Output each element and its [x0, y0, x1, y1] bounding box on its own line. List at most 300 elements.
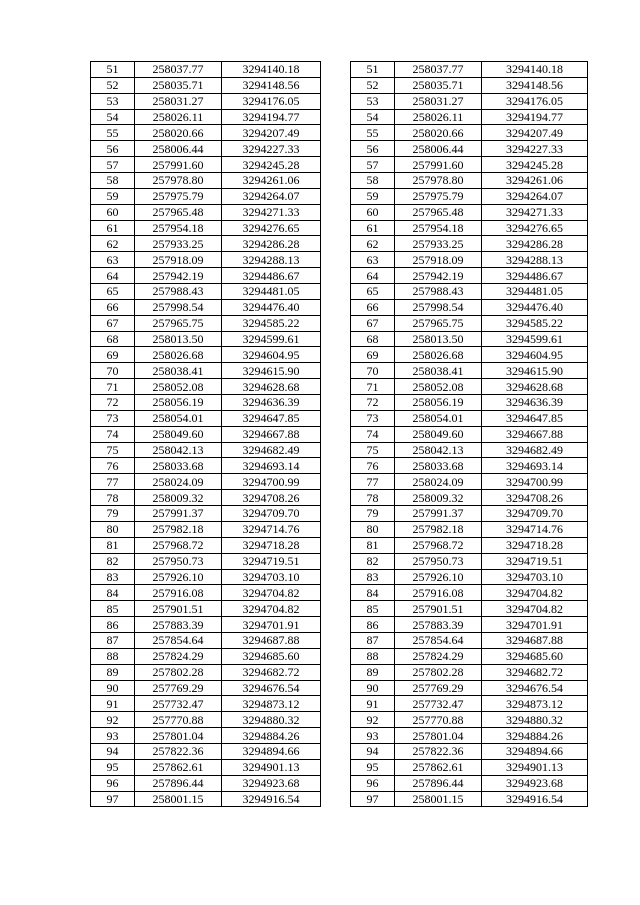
x-coordinate-cell: 257998.54 — [395, 299, 482, 315]
y-coordinate-cell: 3294245.28 — [482, 157, 588, 173]
x-coordinate-cell: 258038.41 — [135, 363, 222, 379]
table-row — [351, 521, 588, 537]
table-row — [91, 601, 321, 617]
table-row — [351, 220, 588, 236]
table-row — [91, 664, 321, 680]
point-number-cell: 54 — [351, 109, 395, 125]
point-number-cell: 72 — [351, 395, 395, 411]
point-number-cell: 60 — [91, 204, 135, 220]
x-coordinate-cell: 257991.60 — [135, 157, 222, 173]
y-coordinate-cell: 3294685.60 — [482, 648, 588, 664]
x-coordinate-cell: 257732.47 — [135, 696, 222, 712]
x-coordinate-cell: 258001.15 — [135, 791, 222, 807]
point-number-cell: 82 — [91, 553, 135, 569]
y-coordinate-cell: 3294276.65 — [482, 220, 588, 236]
table-row — [91, 93, 321, 109]
x-coordinate-cell: 257968.72 — [395, 537, 482, 553]
x-coordinate-cell: 258037.77 — [395, 62, 482, 78]
table-row — [351, 458, 588, 474]
x-coordinate-cell: 257896.44 — [395, 775, 482, 791]
y-coordinate-cell: 3294687.88 — [482, 632, 588, 648]
y-coordinate-cell: 3294207.49 — [222, 125, 321, 141]
table-row — [351, 696, 588, 712]
table-row — [91, 775, 321, 791]
y-coordinate-cell: 3294701.91 — [222, 617, 321, 633]
point-number-cell: 81 — [91, 537, 135, 553]
y-coordinate-cell: 3294486.67 — [482, 268, 588, 284]
y-coordinate-cell: 3294682.72 — [482, 664, 588, 680]
y-coordinate-cell: 3294628.68 — [222, 379, 321, 395]
x-coordinate-cell: 258013.50 — [135, 331, 222, 347]
x-coordinate-cell: 257965.75 — [135, 315, 222, 331]
point-number-cell: 60 — [351, 204, 395, 220]
table-row — [351, 442, 588, 458]
table-row — [91, 284, 321, 300]
x-coordinate-cell: 257991.37 — [135, 506, 222, 522]
x-coordinate-cell: 257942.19 — [135, 268, 222, 284]
table-row — [91, 696, 321, 712]
point-number-cell: 96 — [351, 775, 395, 791]
table-row — [351, 410, 588, 426]
y-coordinate-cell: 3294682.49 — [482, 442, 588, 458]
table-row — [91, 125, 321, 141]
table-row — [351, 712, 588, 728]
table-row — [351, 204, 588, 220]
point-number-cell: 75 — [91, 442, 135, 458]
y-coordinate-cell: 3294245.28 — [222, 157, 321, 173]
table-row — [351, 601, 588, 617]
y-coordinate-cell: 3294894.66 — [222, 743, 321, 759]
point-number-cell: 54 — [91, 109, 135, 125]
table-row — [351, 775, 588, 791]
x-coordinate-cell: 257991.60 — [395, 157, 482, 173]
y-coordinate-cell: 3294894.66 — [482, 743, 588, 759]
table-row — [91, 363, 321, 379]
y-coordinate-cell: 3294271.33 — [482, 204, 588, 220]
point-number-cell: 75 — [351, 442, 395, 458]
table-row — [351, 585, 588, 601]
y-coordinate-cell: 3294667.88 — [482, 426, 588, 442]
y-coordinate-cell: 3294148.56 — [482, 77, 588, 93]
x-coordinate-cell: 257801.04 — [395, 728, 482, 744]
table-row — [351, 474, 588, 490]
point-number-cell: 61 — [91, 220, 135, 236]
table-row — [91, 759, 321, 775]
x-coordinate-cell: 257988.43 — [395, 284, 482, 300]
point-number-cell: 86 — [91, 617, 135, 633]
table-row — [91, 395, 321, 411]
x-coordinate-cell: 258006.44 — [395, 141, 482, 157]
y-coordinate-cell: 3294286.28 — [482, 236, 588, 252]
table-row — [351, 315, 588, 331]
y-coordinate-cell: 3294714.76 — [482, 521, 588, 537]
x-coordinate-cell: 257991.37 — [395, 506, 482, 522]
y-coordinate-cell: 3294585.22 — [482, 315, 588, 331]
point-number-cell: 93 — [351, 728, 395, 744]
x-coordinate-cell: 257918.09 — [135, 252, 222, 268]
point-number-cell: 97 — [91, 791, 135, 807]
y-coordinate-cell: 3294194.77 — [222, 109, 321, 125]
y-coordinate-cell: 3294486.67 — [222, 268, 321, 284]
table-row — [91, 109, 321, 125]
point-number-cell: 63 — [91, 252, 135, 268]
x-coordinate-cell: 258042.13 — [395, 442, 482, 458]
y-coordinate-cell: 3294884.26 — [222, 728, 321, 744]
point-number-cell: 56 — [91, 141, 135, 157]
point-number-cell: 95 — [351, 759, 395, 775]
y-coordinate-cell: 3294481.05 — [482, 284, 588, 300]
point-number-cell: 79 — [351, 506, 395, 522]
point-number-cell: 55 — [351, 125, 395, 141]
point-number-cell: 77 — [91, 474, 135, 490]
y-coordinate-cell: 3294647.85 — [482, 410, 588, 426]
point-number-cell: 88 — [91, 648, 135, 664]
point-number-cell: 69 — [91, 347, 135, 363]
x-coordinate-cell: 257988.43 — [135, 284, 222, 300]
x-coordinate-cell: 258038.41 — [395, 363, 482, 379]
x-coordinate-cell: 257982.18 — [135, 521, 222, 537]
x-coordinate-cell: 257854.64 — [135, 632, 222, 648]
x-coordinate-cell: 258031.27 — [395, 93, 482, 109]
table-row — [351, 617, 588, 633]
point-number-cell: 86 — [351, 617, 395, 633]
x-coordinate-cell: 258052.08 — [135, 379, 222, 395]
point-number-cell: 57 — [351, 157, 395, 173]
y-coordinate-cell: 3294264.07 — [482, 188, 588, 204]
y-coordinate-cell: 3294667.88 — [222, 426, 321, 442]
x-coordinate-cell: 258009.32 — [395, 490, 482, 506]
table-row — [351, 728, 588, 744]
y-coordinate-cell: 3294693.14 — [482, 458, 588, 474]
x-coordinate-cell: 258054.01 — [395, 410, 482, 426]
point-number-cell: 90 — [351, 680, 395, 696]
y-coordinate-cell: 3294261.06 — [222, 173, 321, 189]
table-row — [351, 680, 588, 696]
x-coordinate-cell: 257822.36 — [395, 743, 482, 759]
y-coordinate-cell: 3294709.70 — [222, 506, 321, 522]
x-coordinate-cell: 258056.19 — [395, 395, 482, 411]
table-row — [91, 791, 321, 807]
x-coordinate-cell: 258013.50 — [395, 331, 482, 347]
x-coordinate-cell: 258031.27 — [135, 93, 222, 109]
coordinate-table-body — [91, 62, 321, 807]
x-coordinate-cell: 258026.68 — [395, 347, 482, 363]
y-coordinate-cell: 3294880.32 — [222, 712, 321, 728]
point-number-cell: 83 — [351, 569, 395, 585]
y-coordinate-cell: 3294700.99 — [482, 474, 588, 490]
x-coordinate-cell: 257802.28 — [135, 664, 222, 680]
table-row — [91, 426, 321, 442]
point-number-cell: 90 — [91, 680, 135, 696]
y-coordinate-cell: 3294288.13 — [222, 252, 321, 268]
y-coordinate-cell: 3294647.85 — [222, 410, 321, 426]
y-coordinate-cell: 3294676.54 — [482, 680, 588, 696]
y-coordinate-cell: 3294884.26 — [482, 728, 588, 744]
table-row — [351, 426, 588, 442]
y-coordinate-cell: 3294880.32 — [482, 712, 588, 728]
coordinate-table-left — [90, 61, 321, 807]
point-number-cell: 94 — [351, 743, 395, 759]
y-coordinate-cell: 3294481.05 — [222, 284, 321, 300]
y-coordinate-cell: 3294628.68 — [482, 379, 588, 395]
y-coordinate-cell: 3294687.88 — [222, 632, 321, 648]
x-coordinate-cell: 257769.29 — [395, 680, 482, 696]
y-coordinate-cell: 3294916.54 — [222, 791, 321, 807]
y-coordinate-cell: 3294261.06 — [482, 173, 588, 189]
x-coordinate-cell: 257965.75 — [395, 315, 482, 331]
y-coordinate-cell: 3294636.39 — [482, 395, 588, 411]
x-coordinate-cell: 257950.73 — [135, 553, 222, 569]
x-coordinate-cell: 257954.18 — [395, 220, 482, 236]
point-number-cell: 89 — [351, 664, 395, 680]
point-number-cell: 65 — [351, 284, 395, 300]
point-number-cell: 84 — [351, 585, 395, 601]
point-number-cell: 95 — [91, 759, 135, 775]
point-number-cell: 81 — [351, 537, 395, 553]
table-row — [351, 379, 588, 395]
x-coordinate-cell: 257916.08 — [395, 585, 482, 601]
x-coordinate-cell: 257982.18 — [395, 521, 482, 537]
table-row — [91, 506, 321, 522]
table-row — [91, 474, 321, 490]
x-coordinate-cell: 257926.10 — [135, 569, 222, 585]
x-coordinate-cell: 257824.29 — [395, 648, 482, 664]
table-row — [351, 77, 588, 93]
y-coordinate-cell: 3294704.82 — [222, 601, 321, 617]
y-coordinate-cell: 3294704.82 — [482, 585, 588, 601]
table-row — [91, 585, 321, 601]
point-number-cell: 68 — [91, 331, 135, 347]
y-coordinate-cell: 3294901.13 — [482, 759, 588, 775]
point-number-cell: 63 — [351, 252, 395, 268]
table-row — [351, 236, 588, 252]
x-coordinate-cell: 257950.73 — [395, 553, 482, 569]
y-coordinate-cell: 3294703.10 — [222, 569, 321, 585]
y-coordinate-cell: 3294264.07 — [222, 188, 321, 204]
x-coordinate-cell: 257901.51 — [135, 601, 222, 617]
x-coordinate-cell: 258042.13 — [135, 442, 222, 458]
y-coordinate-cell: 3294604.95 — [482, 347, 588, 363]
x-coordinate-cell: 258033.68 — [135, 458, 222, 474]
point-number-cell: 92 — [351, 712, 395, 728]
table-row — [91, 712, 321, 728]
x-coordinate-cell: 257916.08 — [135, 585, 222, 601]
table-row — [91, 537, 321, 553]
x-coordinate-cell: 258035.71 — [395, 77, 482, 93]
table-row — [351, 648, 588, 664]
y-coordinate-cell: 3294719.51 — [482, 553, 588, 569]
x-coordinate-cell: 257854.64 — [395, 632, 482, 648]
table-row — [351, 141, 588, 157]
table-row — [91, 617, 321, 633]
coordinate-table-right — [350, 61, 588, 807]
point-number-cell: 58 — [351, 173, 395, 189]
table-row — [351, 157, 588, 173]
y-coordinate-cell: 3294148.56 — [222, 77, 321, 93]
table-row — [351, 62, 588, 78]
y-coordinate-cell: 3294288.13 — [482, 252, 588, 268]
point-number-cell: 59 — [91, 188, 135, 204]
table-row — [351, 268, 588, 284]
y-coordinate-cell: 3294704.82 — [482, 601, 588, 617]
table-row — [91, 410, 321, 426]
point-number-cell: 80 — [91, 521, 135, 537]
table-row — [351, 506, 588, 522]
y-coordinate-cell: 3294227.33 — [482, 141, 588, 157]
point-number-cell: 74 — [351, 426, 395, 442]
point-number-cell: 85 — [91, 601, 135, 617]
x-coordinate-cell: 257933.25 — [395, 236, 482, 252]
x-coordinate-cell: 257824.29 — [135, 648, 222, 664]
point-number-cell: 71 — [91, 379, 135, 395]
y-coordinate-cell: 3294176.05 — [222, 93, 321, 109]
x-coordinate-cell: 258049.60 — [395, 426, 482, 442]
table-row — [91, 379, 321, 395]
y-coordinate-cell: 3294286.28 — [222, 236, 321, 252]
x-coordinate-cell: 257942.19 — [395, 268, 482, 284]
table-row — [91, 553, 321, 569]
y-coordinate-cell: 3294636.39 — [222, 395, 321, 411]
y-coordinate-cell: 3294704.82 — [222, 585, 321, 601]
table-row — [351, 331, 588, 347]
y-coordinate-cell: 3294615.90 — [482, 363, 588, 379]
x-coordinate-cell: 257954.18 — [135, 220, 222, 236]
table-row — [91, 299, 321, 315]
table-row — [351, 299, 588, 315]
point-number-cell: 82 — [351, 553, 395, 569]
y-coordinate-cell: 3294718.28 — [482, 537, 588, 553]
table-row — [91, 458, 321, 474]
point-number-cell: 76 — [351, 458, 395, 474]
table-row — [91, 157, 321, 173]
x-coordinate-cell: 257901.51 — [395, 601, 482, 617]
x-coordinate-cell: 257862.61 — [135, 759, 222, 775]
table-row — [351, 759, 588, 775]
y-coordinate-cell: 3294194.77 — [482, 109, 588, 125]
y-coordinate-cell: 3294676.54 — [222, 680, 321, 696]
x-coordinate-cell: 257883.39 — [135, 617, 222, 633]
table-row — [351, 569, 588, 585]
x-coordinate-cell: 257896.44 — [135, 775, 222, 791]
point-number-cell: 73 — [351, 410, 395, 426]
table-row — [91, 648, 321, 664]
point-number-cell: 69 — [351, 347, 395, 363]
point-number-cell: 59 — [351, 188, 395, 204]
point-number-cell: 78 — [351, 490, 395, 506]
table-row — [351, 252, 588, 268]
point-number-cell: 67 — [91, 315, 135, 331]
point-number-cell: 87 — [91, 632, 135, 648]
table-row — [91, 252, 321, 268]
coordinate-table-body — [351, 62, 588, 807]
point-number-cell: 88 — [351, 648, 395, 664]
point-number-cell: 92 — [91, 712, 135, 728]
point-number-cell: 91 — [351, 696, 395, 712]
x-coordinate-cell: 257918.09 — [395, 252, 482, 268]
y-coordinate-cell: 3294719.51 — [222, 553, 321, 569]
y-coordinate-cell: 3294227.33 — [222, 141, 321, 157]
point-number-cell: 87 — [351, 632, 395, 648]
y-coordinate-cell: 3294703.10 — [482, 569, 588, 585]
table-row — [351, 363, 588, 379]
table-row — [91, 62, 321, 78]
y-coordinate-cell: 3294271.33 — [222, 204, 321, 220]
point-number-cell: 52 — [91, 77, 135, 93]
point-number-cell: 83 — [91, 569, 135, 585]
table-row — [91, 442, 321, 458]
y-coordinate-cell: 3294276.65 — [222, 220, 321, 236]
x-coordinate-cell: 257926.10 — [395, 569, 482, 585]
point-number-cell: 72 — [91, 395, 135, 411]
table-row — [351, 490, 588, 506]
y-coordinate-cell: 3294604.95 — [222, 347, 321, 363]
x-coordinate-cell: 258020.66 — [395, 125, 482, 141]
y-coordinate-cell: 3294615.90 — [222, 363, 321, 379]
x-coordinate-cell: 257978.80 — [135, 173, 222, 189]
y-coordinate-cell: 3294916.54 — [482, 791, 588, 807]
y-coordinate-cell: 3294140.18 — [222, 62, 321, 78]
y-coordinate-cell: 3294207.49 — [482, 125, 588, 141]
table-row — [91, 173, 321, 189]
table-row — [351, 173, 588, 189]
point-number-cell: 84 — [91, 585, 135, 601]
table-row — [91, 204, 321, 220]
point-number-cell: 79 — [91, 506, 135, 522]
x-coordinate-cell: 257822.36 — [135, 743, 222, 759]
y-coordinate-cell: 3294923.68 — [482, 775, 588, 791]
y-coordinate-cell: 3294140.18 — [482, 62, 588, 78]
x-coordinate-cell: 257975.79 — [395, 188, 482, 204]
point-number-cell: 53 — [351, 93, 395, 109]
table-row — [351, 188, 588, 204]
point-number-cell: 64 — [91, 268, 135, 284]
y-coordinate-cell: 3294923.68 — [222, 775, 321, 791]
table-row — [91, 268, 321, 284]
point-number-cell: 62 — [91, 236, 135, 252]
point-number-cell: 97 — [351, 791, 395, 807]
x-coordinate-cell: 258026.68 — [135, 347, 222, 363]
y-coordinate-cell: 3294682.72 — [222, 664, 321, 680]
point-number-cell: 67 — [351, 315, 395, 331]
table-row — [91, 331, 321, 347]
table-row — [91, 680, 321, 696]
point-number-cell: 51 — [351, 62, 395, 78]
x-coordinate-cell: 257975.79 — [135, 188, 222, 204]
point-number-cell: 58 — [91, 173, 135, 189]
point-number-cell: 53 — [91, 93, 135, 109]
x-coordinate-cell: 257883.39 — [395, 617, 482, 633]
x-coordinate-cell: 257732.47 — [395, 696, 482, 712]
point-number-cell: 78 — [91, 490, 135, 506]
y-coordinate-cell: 3294585.22 — [222, 315, 321, 331]
point-number-cell: 68 — [351, 331, 395, 347]
point-number-cell: 57 — [91, 157, 135, 173]
table-row — [91, 728, 321, 744]
point-number-cell: 61 — [351, 220, 395, 236]
x-coordinate-cell: 258024.09 — [395, 474, 482, 490]
point-number-cell: 51 — [91, 62, 135, 78]
x-coordinate-cell: 257978.80 — [395, 173, 482, 189]
x-coordinate-cell: 258056.19 — [135, 395, 222, 411]
table-row — [91, 569, 321, 585]
point-number-cell: 65 — [91, 284, 135, 300]
y-coordinate-cell: 3294708.26 — [222, 490, 321, 506]
point-number-cell: 56 — [351, 141, 395, 157]
table-row — [351, 125, 588, 141]
table-row — [91, 315, 321, 331]
x-coordinate-cell: 257801.04 — [135, 728, 222, 744]
y-coordinate-cell: 3294685.60 — [222, 648, 321, 664]
